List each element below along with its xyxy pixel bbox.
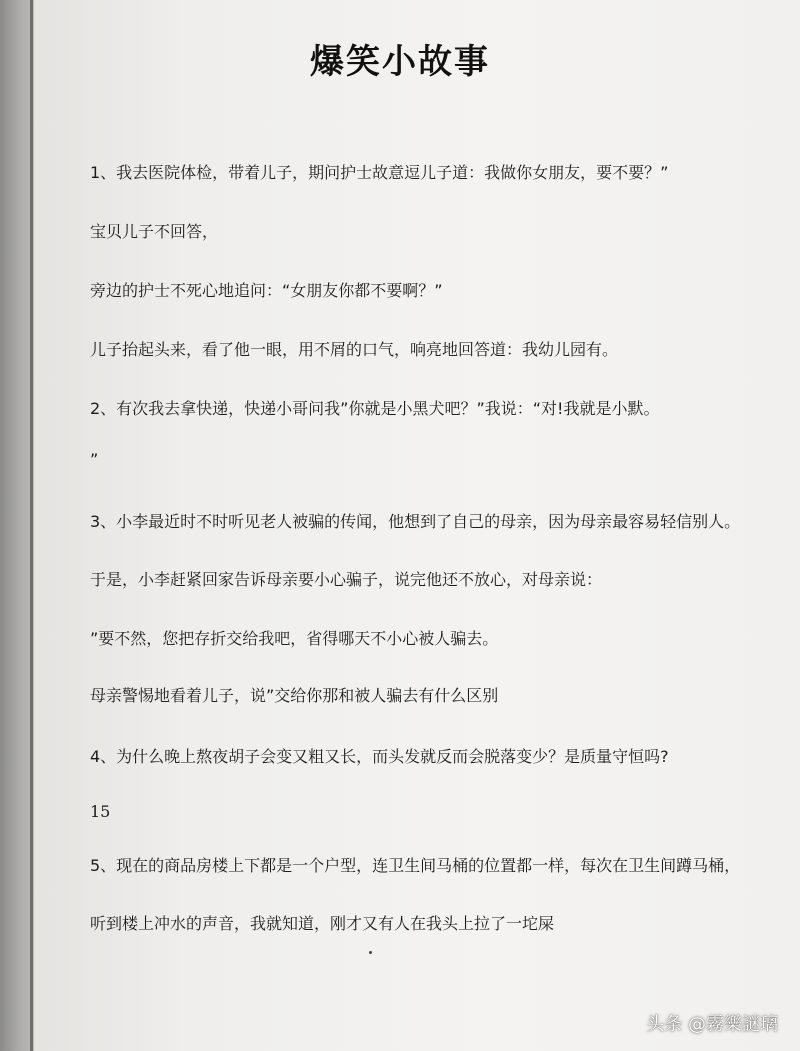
page-title: 爆笑小故事 [310,42,490,82]
story-line-10: 母亲警惕地看着儿子，说”交给你那和被人骗去有什么区别 [90,686,499,705]
book-spine-edge [30,0,33,1051]
story-line-5: 2、有次我去拿快递，快递小哥问我”你就是小黑犬吧？”我说：“对!我就是小默。 [90,399,660,418]
story-line-9: ”要不然，您把存折交给我吧，省得哪天不小心被人骗去。 [90,629,499,648]
story-line-14: 听到楼上冲水的声音，我就知道，刚才又有人在我头上拉了一坨屎 [90,914,555,933]
story-line-2: 宝贝儿子不回答， [90,222,219,241]
story-line-3: 旁边的护士不死心地追问：“女朋友你都不要啊？” [90,281,443,300]
watermark: 头条 @霧樂謎璃 [646,1014,778,1035]
story-line-11: 4、为什么晚上熬夜胡子会变又粗又长，而头发就反而会脱落变少？是质量守恒吗? [90,747,669,766]
story-line-7: 3、小李最近时不时听见老人被骗的传闻，他想到了自己的母亲，因为母亲最容易轻信别人。 [90,512,741,531]
page-number: 15 [90,802,111,821]
story-line-1: 1、我去医院体检，带着儿子，期问护士故意逗儿子道：我做你女朋友，要不要？” [90,163,669,182]
story-line-6: ” [90,450,99,469]
story-line-8: 于是，小李赶紧回家告诉母亲要小心骗子，说完他还不放心，对母亲说： [90,570,603,589]
page-speck [369,951,372,954]
story-line-13: 5、现在的商品房楼上下都是一个户型，连卫生间马桶的位置都一样，每次在卫生间蹲马桶， [90,856,741,875]
story-line-4: 儿子抬起头来，看了他一眼，用不屑的口气，响亮地回答道：我幼儿园有。 [90,340,619,359]
book-spine-shadow [0,0,34,1051]
